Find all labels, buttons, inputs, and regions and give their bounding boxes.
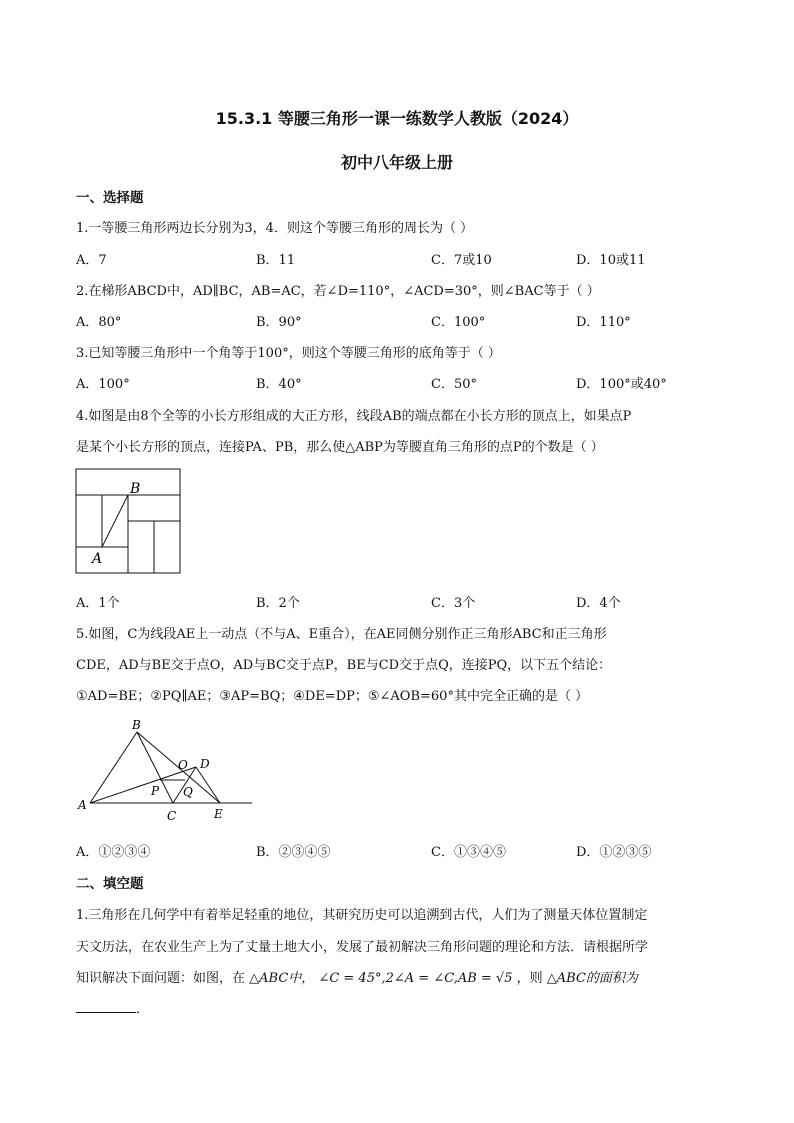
q3-option-d[interactable]: D．100°或40° [576,377,667,392]
answer-blank[interactable] [76,1000,136,1013]
section-heading-fill: 二、填空题 [76,876,144,892]
fill-question-1-line1: 1.三角形在几何学中有着举足轻重的地位，其研究历史可以追溯到古代，人们为了测量天体位置制定 [76,908,648,923]
q1-option-a[interactable]: A．7 [76,253,107,268]
q5-figure-triangles [74,716,264,826]
condition-formula: ∠C = 45°,2∠A = ∠C,AB = √5 [318,971,513,986]
line3-prefix: 知识解决下面问题：如图，在 [76,971,246,986]
q3-option-c[interactable]: C．50° [431,377,477,392]
label-b: B [132,718,141,732]
q3-option-a[interactable]: A．100° [76,377,130,392]
label-d: D [200,757,210,771]
page-subtitle: 初中八年级上册 [340,153,453,172]
question-5-text-line3: ①AD=BE；②PQ∥AE；③AP=BQ；④DE=DP；⑤∠AOB=60°其中完全正确的是（ ） [76,689,589,704]
fill-question-1-line4 [76,998,149,1017]
q1-option-c[interactable]: C．7或10 [431,253,492,268]
q4-option-b[interactable]: B．2个 [256,596,300,611]
label-b: B [130,481,141,497]
question-5-text-line1: 5.如图，C为线段AE上一动点（不与A、E重合），在AE同侧分别作正三角形ABC和正三角形 [76,627,607,642]
q4-option-d[interactable]: D．4个 [576,596,621,611]
label-c: C [167,809,177,823]
fill-question-1-line3 [76,967,638,986]
label-q: Q [183,785,193,799]
label-a: A [78,798,87,812]
q4-option-c[interactable]: C．3个 [431,596,476,611]
label-a: A [92,551,103,567]
line3-mid: ，则 [516,971,543,986]
q1-option-d[interactable]: D．10或11 [576,253,646,268]
q2-option-b[interactable]: B．90° [256,315,302,330]
q3-option-b[interactable]: B．40° [256,377,302,392]
label-e: E [214,807,223,821]
q5-option-a[interactable]: A．①②③④ [76,845,151,860]
q2-option-a[interactable]: A．80° [76,315,122,330]
triangle-abc: △ABC中， [249,971,315,986]
q5-option-c[interactable]: C．①③④⑤ [431,845,506,860]
question-1-text: 1.一等腰三角形两边长分别为3，4．则这个等腰三角形的周长为（ ） [76,221,474,236]
label-p: P [151,784,160,798]
section-heading-choice: 一、选择题 [76,190,144,206]
page-title: 15.3.1 等腰三角形一课一练数学人教版（2024） [215,109,579,128]
q5-option-b[interactable]: B．②③④⑤ [256,845,331,860]
fill-question-1-line2: 天文历法，在农业生产上为了丈量土地大小，发展了最初解决三角形问题的理论和方法．请根据所学 [76,940,649,955]
q1-option-b[interactable]: B．11 [256,253,296,268]
q4-figure-rectangles [74,466,184,576]
q2-option-c[interactable]: C．100° [431,315,486,330]
q5-option-d[interactable]: D．①②③⑤ [576,845,652,860]
q2-option-d[interactable]: D．110° [576,315,631,330]
question-3-text: 3.已知等腰三角形中一个角等于100°，则这个等腰三角形的底角等于（ ） [76,346,501,361]
question-2-text: 2.在梯形ABCD中，AD∥BC，AB=AC，若∠D=110°，∠ACD=30°，则∠BAC等于（ ） [76,284,600,299]
question-4-text-line1: 4.如图是由8个全等的小长方形组成的大正方形，线段AB的端点都在小长方形的顶点上，如果点P [76,409,632,424]
line4-end: ． [136,1002,150,1017]
label-o: O [178,758,188,772]
question-5-text-line2: CDE，AD与BE交于点O，AD与BC交于点P，BE与CD交于点Q，连接PQ，以下五个结论： [76,658,612,673]
question-4-text-line2: 是某个小长方形的顶点，连接PA、PB，那么使△ABP为等腰直角三角形的点P的个数是（ ） [76,440,604,455]
segment-ab [102,495,128,547]
triangle-abc-area: △ABC的面积为 [546,971,638,986]
q4-option-a[interactable]: A．1个 [76,596,120,611]
